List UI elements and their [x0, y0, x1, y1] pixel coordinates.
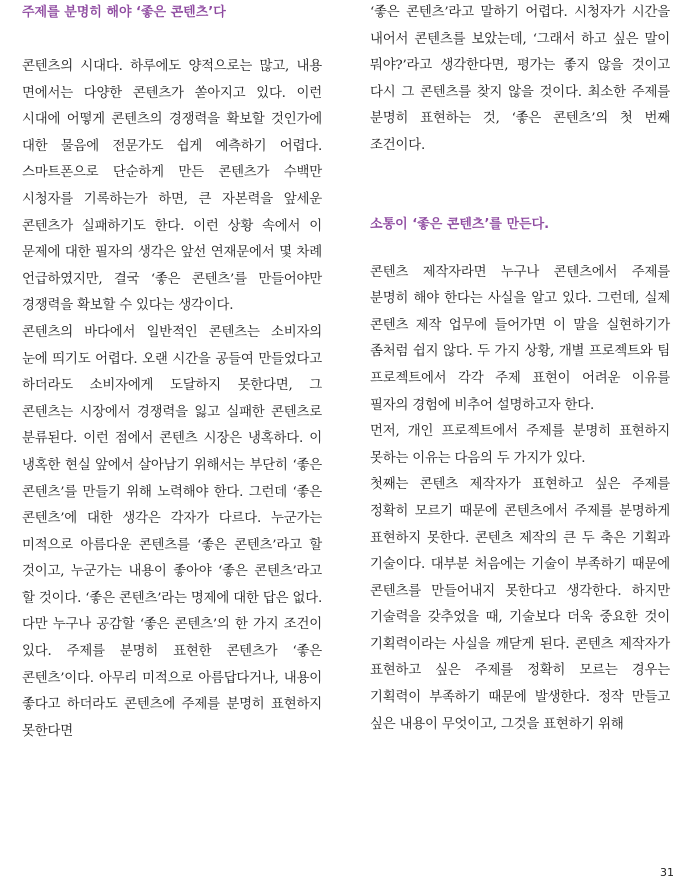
page-number: 31 — [660, 866, 674, 879]
paragraph: 첫째는 콘텐츠 제작자가 표현하고 싶은 주제를 정확히 모르기 때문에 콘텐츠에서 주제를 분명하게 표현하지 못한다. 콘텐츠 제작의 큰 두 축은 기획과 기술이다. 대부분 처음에는 기술이 부족하기 때문에 콘텐츠를 만들어내지 못한다고 생각한다. 하지만 기술력을 갖추었을 때, 기술보다 더욱 중요한 것이 기획력이라는 사실을 깨닫게 된다. 콘텐츠 제작자가 표현하고 싶은 주제를 정확히 모르는 경우는 기획력이 부족하기 때문에 발생한다. 정작 만들고 싶은 내용이 무엇이고, 그것을 표현하기 위해 — [370, 477, 670, 732]
section-heading-communication: 소통이 ‘좋은 콘텐츠’를 만든다. — [370, 216, 550, 232]
paragraph: 먼저, 개인 프로젝트에서 주제를 분명히 표현하지 못하는 이유는 다음의 두 가지가 있다. — [370, 424, 670, 466]
paragraph: 콘텐츠의 바다에서 일반적인 콘텐츠는 소비자의 눈에 띄기도 어렵다. 오랜 시간을 공들여 만들었다고 하더라도 소비자에게 도달하지 못한다면, 그 콘텐츠는 시장에서 경쟁력을 잃고 실패한 콘텐츠로 분류된다. 이런 점에서 콘텐츠 시장은 냉혹하다. 이 냉혹한 현실 앞에서 살아남기 위해서는 부단히 ‘좋은 콘텐츠’를 만들기 위해 노력해야 한다. 그런데 ‘좋은 콘텐츠’에 대한 생각은 각자가 다르다. 누군가는 미적으로 아름다운 콘텐츠를 ‘좋은 콘텐츠’라고 할 것이고, 누군가는 내용이 좋아야 ‘좋은 콘텐츠’라고 할 것이다. ‘좋은 콘텐츠’라는 명제에 대한 답은 없다. 다만 누구나 공감할 ‘좋은 콘텐츠’의 한 가지 조건이 있다. 주제를 분명히 표현한 콘텐츠가 ‘좋은 콘텐츠’이다. 아무리 미적으로 아름답다거나, 내용이 좋다고 하더라도 콘텐츠에 주제를 분명히 표현하지 못한다면 — [22, 324, 322, 739]
spacer — [22, 26, 322, 54]
left-column — [22, 0, 322, 745]
spacer — [370, 160, 670, 212]
right-column — [370, 0, 670, 738]
section-heading-topic: 주제를 분명히 해야 ‘좋은 콘텐츠’다 — [22, 5, 226, 20]
paragraph: 콘텐츠의 시대다. 하루에도 양적으로는 많고, 내용 면에서는 다양한 콘텐츠가 쏟아지고 있다. 이런 시대에 어떻게 콘텐츠의 경쟁력을 확보할 것인가에 대한 물음에 전문가도 쉽게 예측하기 어렵다. 스마트폰으로 단순하게 만든 콘텐츠가 수백만 시청자를 기록하는가 하면, 큰 자본력을 앞세운 콘텐츠가 실패하기도 한다. 이런 상황 속에서 이 문제에 대한 필자의 생각은 앞선 연재문에서 몇 차례 언급하였지만, 결국 ‘좋은 콘텐츠’를 만들어야만 경쟁력을 확보할 수 있다는 생각이다. — [22, 59, 322, 314]
paragraph: ‘좋은 콘텐츠’라고 말하기 어렵다. 시청자가 시간을 내어서 콘텐츠를 보았는데, ‘그래서 하고 싶은 말이 뭐야?’라고 생각한다면, 평가는 좋지 않을 것이고 다시 그 콘텐츠를 찾지 않을 것이다. 최소한 주제를 분명히 표현하는 것, ‘좋은 콘텐츠’의 첫 번째 조건이다. — [370, 5, 670, 153]
paragraph: 콘텐츠 제작자라면 누구나 콘텐츠에서 주제를 분명히 해야 한다는 사실을 알고 있다. 그런데, 실제 콘텐츠 제작 업무에 들어가면 이 말을 실현하기가 좀처럼 쉽지 않다. 두 가지 상황, 개별 프로젝트와 팀 프로젝트에서 각각 주제 표현이 어려운 이유를 필자의 경험에 비추어 설명하고자 한다. — [370, 264, 670, 413]
spacer — [370, 238, 670, 260]
